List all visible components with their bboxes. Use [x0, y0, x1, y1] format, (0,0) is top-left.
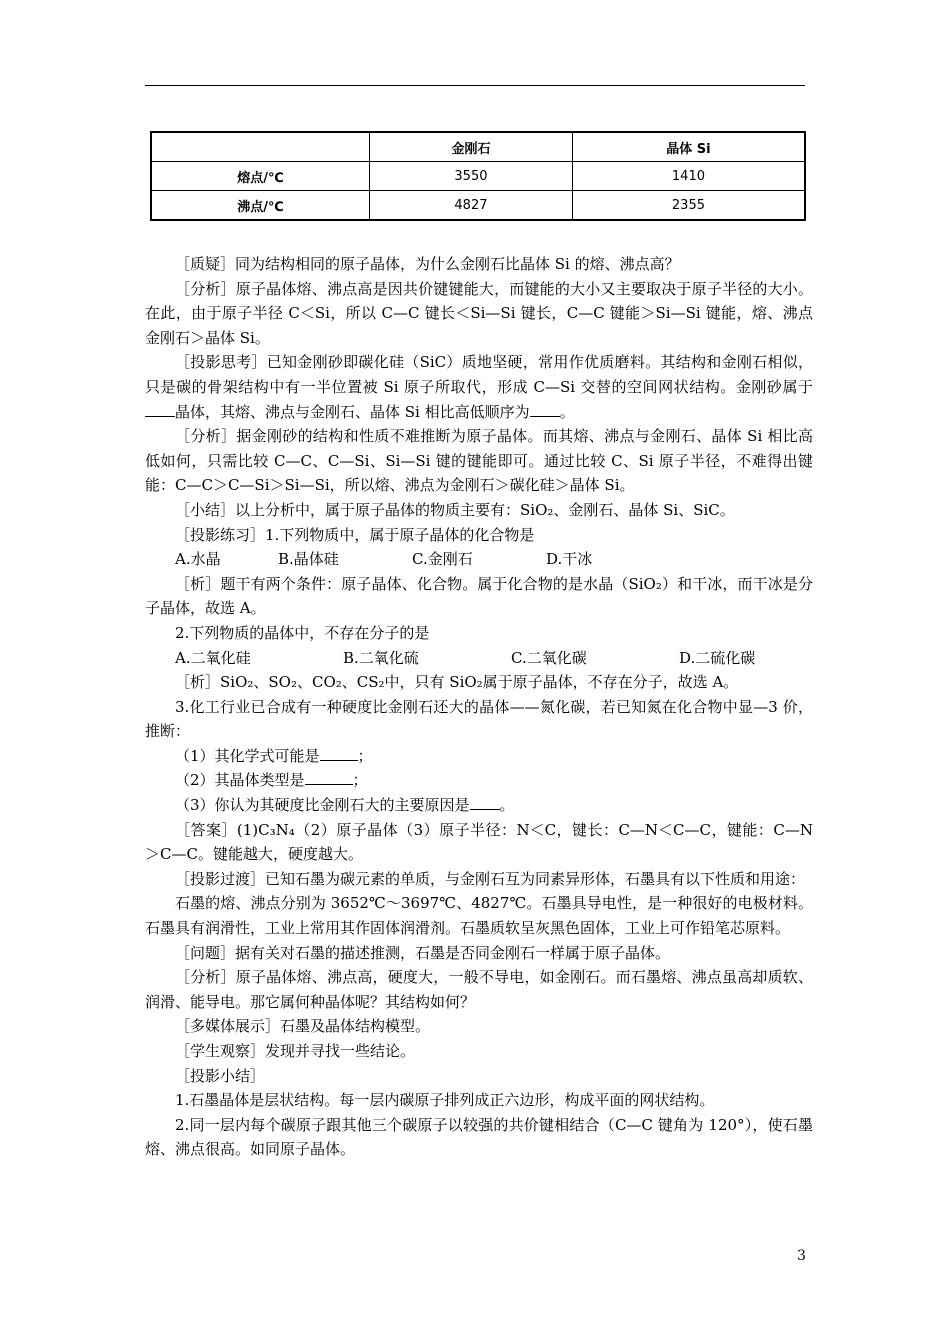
options-row — [145, 547, 813, 572]
paragraph: ［学生观察］发现并寻找一些结论。 — [175, 1042, 416, 1060]
text-run: （3）你认为其硬度比金刚石大的主要原因是 — [175, 796, 470, 815]
table-cell: 3550 — [370, 162, 573, 191]
paragraph: 1.石墨晶体是层状结构。每一层内碳原子排列成正六边形，构成平面的网状结构。 — [175, 1091, 715, 1110]
header-rule — [145, 85, 805, 86]
paragraph: ［小结］以上分析中，属于原子晶体的物质主要有：SiO₂、金刚石、晶体 Si、SiC。 — [175, 500, 735, 519]
text-run: 。 — [499, 796, 515, 815]
answer-blank — [530, 402, 560, 417]
document-body — [145, 252, 813, 1162]
paragraph: ［投影小结］ — [175, 1066, 266, 1085]
option: C.金刚石 — [412, 550, 473, 569]
paragraph: ［析］SiO₂、SO₂、CO₂、CS₂中，只有 SiO₂属于原子晶体，不存在分子，故选 A。 — [175, 673, 739, 692]
paragraph: 2.下列物质的晶体中，不存在分子的是 — [175, 623, 430, 642]
option: B.晶体硅 — [278, 550, 339, 569]
text-run: （2）其晶体类型是 — [175, 771, 305, 790]
paragraph: ［析］题干有两个条件：原子晶体、化合物。属于化合物的是水晶（SiO₂）和干冰，而干冰是分子晶体，故选 A。 — [145, 574, 813, 618]
paragraph: 3.化工行业已合成有一种硬度比金刚石还大的晶体——氮化碳，若已知氮在化合物中显—3 价，推断： — [145, 697, 813, 741]
option: A.水晶 — [175, 550, 221, 569]
paragraph: ［分析］原子晶体熔、沸点高，硬度大，一般不导电，如金刚石。而石墨熔、沸点虽高却质软、润滑、能导电。那它属何种晶体呢？其结构如何？ — [145, 968, 813, 1011]
answer-blank — [470, 795, 500, 810]
option: C.二氧化碳 — [511, 648, 587, 667]
paragraph: ［答案］(1)C₃N₄（2）原子晶体（3）原子半径：N＜C，键长：C—N＜C—C，键能：C—N＞C—C。键能越大，硬度越大。 — [145, 820, 813, 864]
option: D.干冰 — [546, 550, 593, 569]
table-row — [151, 162, 805, 191]
table-corner-cell — [151, 132, 370, 162]
paragraph: ［分析］原子晶体熔、沸点高是因共价键键能大，而键能的大小又主要取决于原子半径的大小。在此，由于原子半径 C＜Si，所以 C—C 键长＜Si—Si 键长，C—C 键能＞Si—Si 键能，熔、沸点金刚石＞晶体 Si。 — [145, 279, 813, 347]
table-cell: 4827 — [370, 191, 573, 221]
answer-blank — [305, 770, 353, 785]
answer-blank — [145, 402, 175, 417]
text-run: （1）其化学式可能是 — [175, 746, 320, 765]
row-label: 沸点/℃ — [151, 191, 370, 221]
paragraph: ［质疑］同为结构相同的原子晶体，为什么金刚石比晶体 Si 的熔、沸点高？ — [175, 255, 680, 273]
table-header-row — [151, 132, 805, 162]
text-run: ［投影思考］已知金刚砂即碳化硅（SiC）质地坚硬，常用作优质磨料。其结构和金刚石相似，只是碳的骨架结构中有一半位置被 Si 原子所取代，形成 C—Si 交替的空间网状结构。金刚砂属于 — [145, 353, 813, 396]
table-cell: 2355 — [572, 191, 805, 221]
paragraph: ［分析］据金刚砂的结构和性质不难推断为原子晶体。而其熔、沸点与金刚石、晶体 Si 相比高低如何，只需比较 C—C、C—Si、Si—Si 键的键能即可。通过比较 C、Si 原子半径，不难得出键能：C—C＞C—Si＞Si—Si，所以熔、沸点为金刚石＞碳化硅＞晶体 Si。 — [145, 427, 813, 495]
option: A.二氧化硅 — [175, 648, 251, 667]
paragraph: ［多媒体展示］石墨及晶体结构模型。 — [175, 1017, 431, 1036]
table-cell: 1410 — [572, 162, 805, 191]
table-row — [151, 191, 805, 221]
table-header-silicon: 晶体 Si — [572, 132, 805, 162]
paragraph: ［投影过渡］已知石墨为碳元素的单质，与金刚石互为同素异形体，石墨具有以下性质和用途： — [175, 869, 806, 888]
paragraph: ［投影练习］1.下列物质中，属于原子晶体的化合物是 — [175, 525, 535, 544]
text-run: ； — [357, 746, 373, 765]
paragraph — [145, 744, 813, 769]
paragraph: 2.同一层内每个碳原子跟其他三个碳原子以较强的共价键相结合（C—C 键角为 120°），使石墨熔、沸点很高。如同原子晶体。 — [145, 1115, 813, 1159]
paragraph — [145, 350, 813, 424]
answer-blank — [320, 746, 358, 761]
row-label: 熔点/℃ — [151, 162, 370, 191]
paragraph — [145, 793, 813, 818]
options-row — [145, 646, 813, 671]
table-header-diamond: 金刚石 — [370, 132, 573, 162]
text-run: 。 — [559, 402, 575, 421]
paragraph: ［问题］据有关对石墨的描述推测，石墨是否同金刚石一样属于原子晶体。 — [175, 943, 671, 962]
text-run: ； — [352, 771, 368, 790]
properties-table — [150, 131, 806, 221]
paragraph: 石墨的熔、沸点分别为 3652℃～3697℃、4827℃。石墨具导电性，是一种很好的电极材料。石墨具有润滑性，工业上常用其作固体润滑剂。石墨质软呈灰黑色固体，工业上可作铅笔芯原料。 — [145, 894, 813, 938]
page-number: 3 — [797, 1248, 806, 1264]
option: B.二氧化硫 — [343, 648, 419, 667]
text-run: 晶体，其熔、沸点与金刚石、晶体 Si 相比高低顺序为 — [175, 402, 530, 421]
paragraph — [145, 768, 813, 793]
option: D.二硫化碳 — [679, 648, 756, 667]
